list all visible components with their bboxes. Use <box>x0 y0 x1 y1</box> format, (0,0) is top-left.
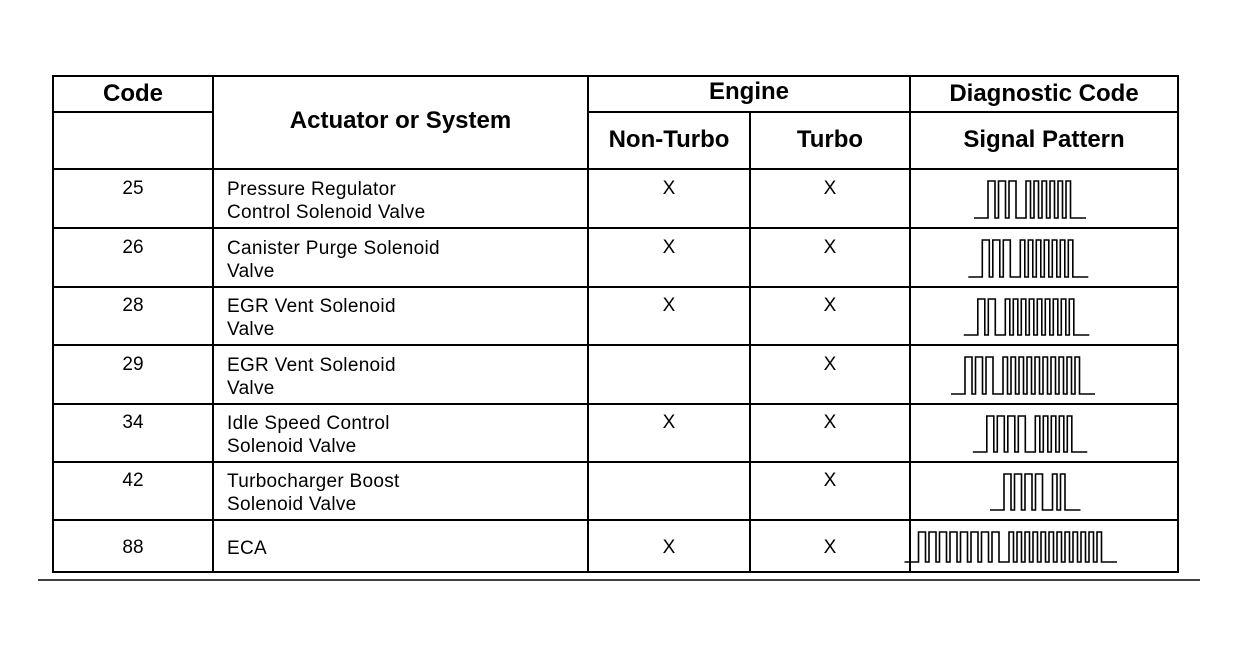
header-engine: Engine <box>708 78 789 105</box>
header-non-turbo: Non-Turbo <box>608 126 730 153</box>
header-diagnostic-code: Diagnostic Code <box>949 80 1139 107</box>
row-actuator-line1: Pressure Regulator <box>227 179 397 200</box>
row-actuator-line1: EGR Vent Solenoid <box>227 296 396 317</box>
row-code: 42 <box>122 470 144 491</box>
signal-pattern-34 <box>973 416 1088 452</box>
row-turbo-mark: X <box>823 354 837 375</box>
row-actuator-line1: ECA <box>227 538 267 559</box>
row-code: 34 <box>122 412 144 433</box>
row-actuator-line1: Turbocharger Boost <box>227 471 400 492</box>
row-non-turbo-mark: X <box>662 412 676 433</box>
signal-pattern-26 <box>968 240 1088 277</box>
row-actuator-line2: Solenoid Valve <box>227 436 357 457</box>
row-turbo-mark: X <box>823 412 837 433</box>
row-actuator-line1: Canister Purge Solenoid <box>227 238 440 259</box>
row-code: 28 <box>122 295 144 316</box>
row-turbo-mark: X <box>823 470 837 491</box>
row-turbo-mark: X <box>823 537 837 558</box>
row-actuator-line1: EGR Vent Solenoid <box>227 355 396 376</box>
signal-pattern-28 <box>964 299 1090 335</box>
row-non-turbo-mark: X <box>662 178 676 199</box>
row-code: 88 <box>122 537 144 558</box>
row-actuator-line2: Control Solenoid Valve <box>227 202 426 223</box>
header-actuator: Actuator or System <box>289 107 512 134</box>
row-code: 29 <box>122 354 144 375</box>
row-actuator-line2: Valve <box>227 261 275 282</box>
row-non-turbo-mark: X <box>662 295 676 316</box>
row-code: 25 <box>122 178 144 199</box>
header-signal-pattern: Signal Pattern <box>963 126 1125 153</box>
signal-pattern-88 <box>905 532 1118 562</box>
row-actuator-line2: Solenoid Valve <box>227 494 357 515</box>
row-code: 26 <box>122 237 144 258</box>
row-actuator-line2: Valve <box>227 378 275 399</box>
row-turbo-mark: X <box>823 237 837 258</box>
row-non-turbo-mark: X <box>662 237 676 258</box>
row-turbo-mark: X <box>823 178 837 199</box>
header-turbo: Turbo <box>796 126 864 153</box>
signal-pattern-29 <box>951 357 1095 394</box>
signal-pattern-25 <box>974 181 1086 218</box>
row-non-turbo-mark: X <box>662 537 676 558</box>
row-turbo-mark: X <box>823 295 837 316</box>
header-code: Code <box>103 80 163 107</box>
row-actuator-line2: Valve <box>227 319 275 340</box>
row-actuator-line1: Idle Speed Control <box>227 413 390 434</box>
signal-pattern-42 <box>990 474 1081 510</box>
